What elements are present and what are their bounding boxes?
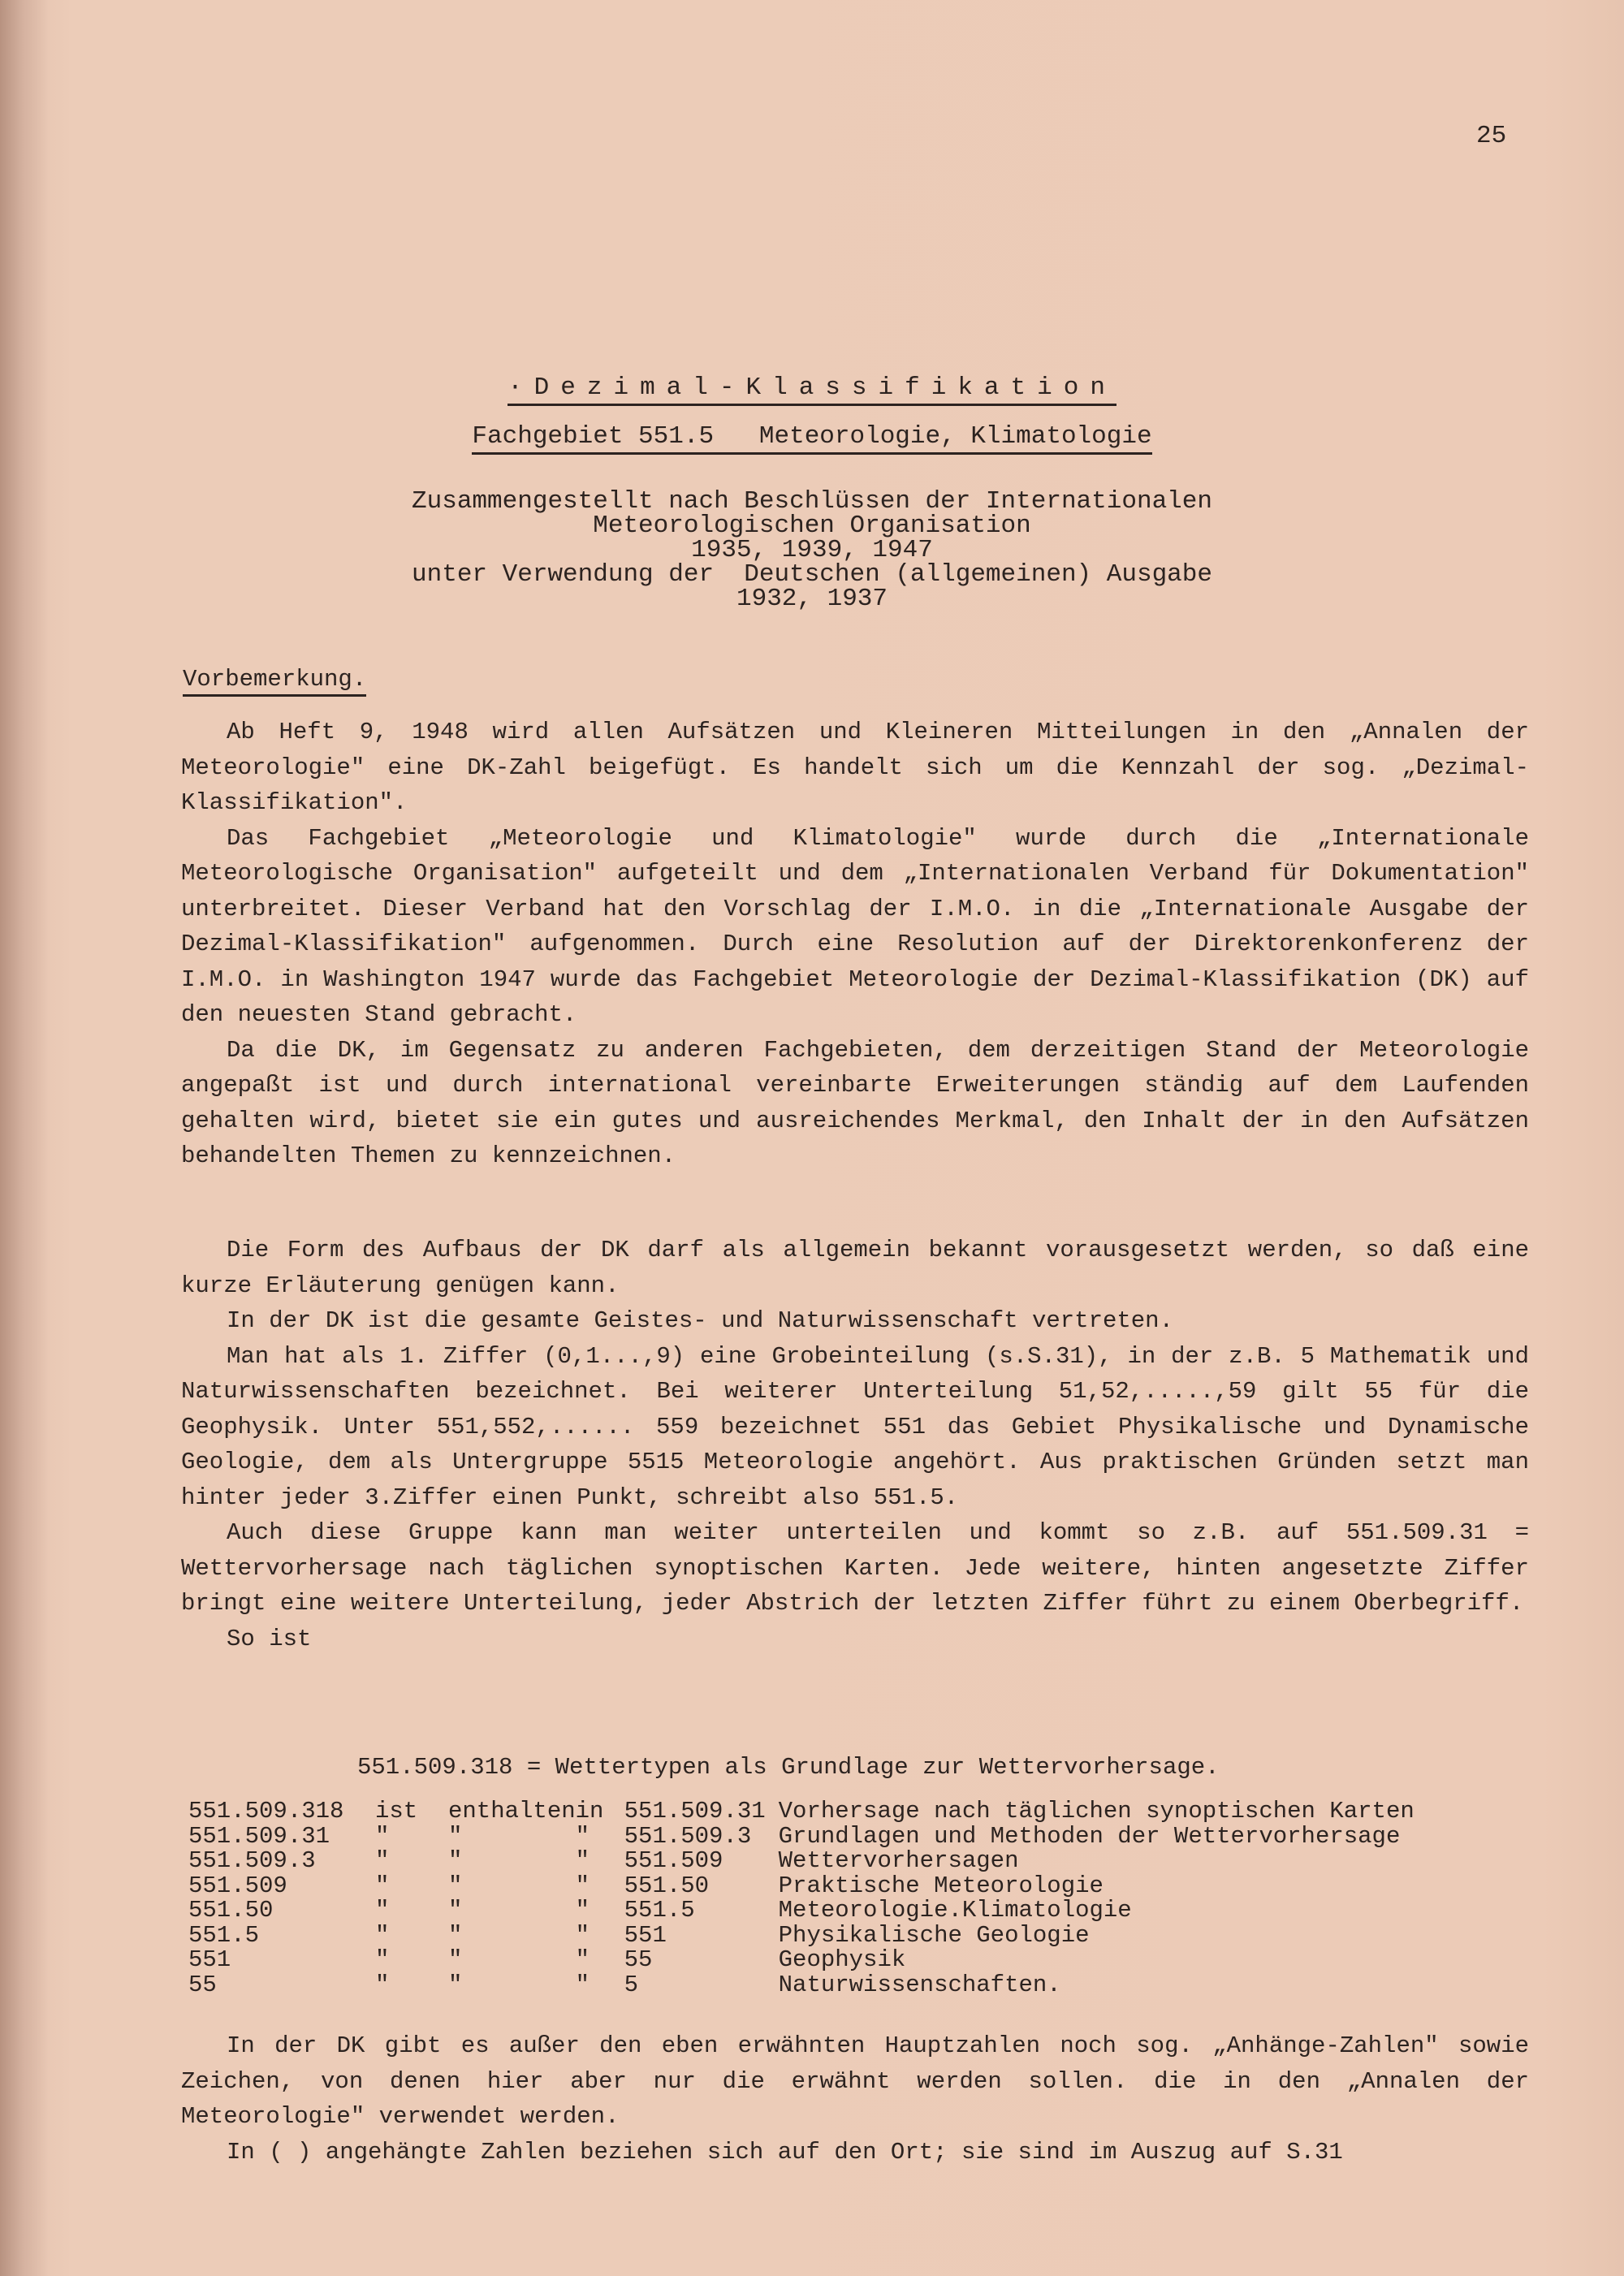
section-heading: Vorbemerkung.: [183, 666, 366, 693]
paragraph: In ( ) angehängte Zahlen beziehen sich auf den Ort; sie sind im Auszug auf S.31: [227, 2138, 1343, 2166]
ditto-cell: ": [448, 1921, 463, 1949]
code-cell: 551.50: [188, 1897, 274, 1924]
table-row: [188, 1799, 1415, 1825]
paragraph: Man hat als 1. Ziffer (0,1...,9) eine Grobeinteilung (s.S.31), in der z.B. 5 Mathematik und Naturwissenschaften bezeichnet. Bei weiterer Unterteilung 51,52,.....,59 gilt 55 für die Geophysik. Unter 551,552,...... 559 bezeichnet 551 das Gebiet Physikalische und Dynamische Geologie, dem als Untergruppe 5515 Meteorologie angehört. Aus praktischen Gründen setzt man hinter jeder 3.Ziffer einen Punkt, schreibt also 551.5.: [181, 1342, 1529, 1511]
word-cell: ist: [375, 1798, 418, 1825]
target-cell: 551.5: [624, 1897, 695, 1924]
ditto-cell: ": [448, 1847, 463, 1874]
subtitle-line: 1935, 1939, 1947: [691, 536, 933, 564]
paragraph: Auch diese Gruppe kann man weiter unterteilen und kommt so z.B. auf 551.509.31 = Wettervorhersage nach täglichen synoptischen Karten. Jede weitere, hinten angesetzte Ziffer bringt eine weitere Unterteilung, jeder Abstrich der letzten Ziffer führt zu einem Oberbegriff.: [181, 1519, 1529, 1617]
subject-row: [0, 422, 1624, 451]
document-subject: Fachgebiet 551.5 Meteorologie, Klimatologie: [472, 422, 1151, 455]
table-row: [188, 1924, 1415, 1949]
page-number: 25: [1476, 122, 1507, 150]
table-row: [188, 1825, 1415, 1850]
paragraph: Die Form des Aufbaus der DK darf als allgemein bekannt vorausgesetzt werden, so daß eine kurze Erläuterung genügen kann.: [181, 1237, 1529, 1299]
ditto-cell: ": [375, 1872, 390, 1899]
ditto-cell: ": [575, 1897, 590, 1924]
subtitle-line: Zusammengestellt nach Beschlüssen der Internationalen: [412, 487, 1212, 516]
paragraph: Ab Heft 9, 1948 wird allen Aufsätzen und Kleineren Mitteilungen in den „Annalen der Meteorologie" eine DK-Zahl beigefügt. Es handelt sich um die Kennzahl der sog. „Dezimal-Klassifikation".: [181, 719, 1529, 816]
paragraph: In der DK ist die gesamte Geistes- und Naturwissenschaft vertreten.: [227, 1307, 1173, 1334]
ditto-cell: ": [575, 1946, 590, 1973]
target-cell: 551.509: [624, 1847, 723, 1874]
description-cell: Meteorologie.Klimatologie: [778, 1897, 1132, 1924]
ditto-cell: ": [448, 1897, 463, 1924]
ditto-cell: ": [375, 1946, 390, 1973]
description-cell: Naturwissenschaften.: [778, 1971, 1061, 1998]
description-cell: Geophysik: [778, 1946, 906, 1973]
subtitle-line: 1932, 1937: [736, 585, 888, 613]
code-cell: 551.5: [188, 1921, 260, 1949]
ditto-cell: ": [575, 1822, 590, 1850]
code-cell: 55: [188, 1971, 217, 1998]
title-row: [0, 374, 1624, 402]
code-cell: 551.509: [188, 1872, 287, 1899]
annex-paragraphs: [181, 2028, 1529, 2170]
example-line: 551.509.318 = Wettertypen als Grundlage zur Wettervorhersage.: [357, 1754, 1220, 1781]
ditto-cell: ": [375, 1971, 390, 1998]
intro-paragraphs: [181, 715, 1529, 1174]
structure-paragraphs: [181, 1233, 1529, 1656]
description-cell: Wettervorhersagen: [778, 1847, 1019, 1874]
description-cell: Grundlagen und Methoden der Wettervorhersage: [778, 1822, 1401, 1850]
target-cell: 551.509.31: [624, 1798, 766, 1825]
classification-table: [188, 1799, 1415, 1997]
paragraph: Das Fachgebiet „Meteorologie und Klimatologie" wurde durch die „Internationale Meteorologische Organisation" aufgeteilt und dem „Internationalen Verband für Dokumentation" unterbreitet. Dieser Verband hat den Vorschlag der I.M.O. in die „Internationale Ausgabe der Dezimal-Klassifikation" aufgenommen. Durch eine Resolution auf der Direktorenkonferenz der I.M.O. in Washington 1947 wurde das Fachgebiet Meteorologie der Dezimal-Klassifikation (DK) auf den neuesten Stand gebracht.: [181, 824, 1529, 1028]
target-cell: 551.50: [624, 1872, 710, 1899]
code-cell: 551: [188, 1946, 231, 1973]
target-cell: 551: [624, 1921, 667, 1949]
target-cell: 5: [624, 1971, 639, 1998]
table-row: [188, 1849, 1415, 1874]
paragraph: So ist: [227, 1625, 312, 1652]
paragraph: Da die DK, im Gegensatz zu anderen Fachgebieten, dem derzeitigen Stand der Meteorologie angepaßt ist und durch international vereinbarte Erweiterungen ständig auf dem Laufenden gehalten wird, bietet sie ein gutes und ausreichendes Merkmal, den Inhalt der in den Aufsätzen behandelten Themen zu kennzeichnen.: [181, 1036, 1529, 1169]
ditto-cell: ": [575, 1872, 590, 1899]
ditto-cell: ": [375, 1847, 390, 1874]
table-row: [188, 1948, 1415, 1973]
page-binding-shadow: [0, 0, 49, 2276]
code-cell: 551.509.3: [188, 1847, 316, 1874]
description-cell: Physikalische Geologie: [778, 1921, 1090, 1949]
description-cell: Vorhersage nach täglichen synoptischen Karten: [778, 1798, 1415, 1825]
ditto-cell: ": [575, 1921, 590, 1949]
paragraph: In der DK gibt es außer den eben erwähnten Hauptzahlen noch sog. „Anhänge-Zahlen" sowie Zeichen, von denen hier aber nur die erwähnt werden sollen. die in den „Annalen der Meteorologie" verwendet werden.: [181, 2032, 1529, 2130]
subtitle-line: Meteorologischen Organisation: [593, 512, 1031, 540]
target-cell: 551.509.3: [624, 1822, 752, 1850]
ditto-cell: ": [448, 1872, 463, 1899]
ditto-cell: ": [448, 1971, 463, 1998]
table-row: [188, 1898, 1415, 1924]
document-title: ·Dezimal-Klassifikation: [508, 374, 1116, 406]
code-cell: 551.509.318: [188, 1798, 344, 1825]
word-cell: enthalten: [448, 1798, 576, 1825]
table-row: [188, 1874, 1415, 1899]
code-cell: 551.509.31: [188, 1822, 330, 1850]
ditto-cell: ": [375, 1897, 390, 1924]
ditto-cell: ": [375, 1921, 390, 1949]
subtitle-block: [0, 487, 1624, 613]
ditto-cell: ": [575, 1971, 590, 1998]
word-cell: in: [575, 1798, 604, 1825]
description-cell: Praktische Meteorologie: [778, 1872, 1104, 1899]
target-cell: 55: [624, 1946, 653, 1973]
table-row: [188, 1973, 1415, 1998]
ditto-cell: ": [575, 1847, 590, 1874]
ditto-cell: ": [375, 1822, 390, 1850]
ditto-cell: ": [448, 1946, 463, 1973]
subtitle-line: unter Verwendung der Deutschen (allgemeinen) Ausgabe: [412, 560, 1212, 589]
ditto-cell: ": [448, 1822, 463, 1850]
